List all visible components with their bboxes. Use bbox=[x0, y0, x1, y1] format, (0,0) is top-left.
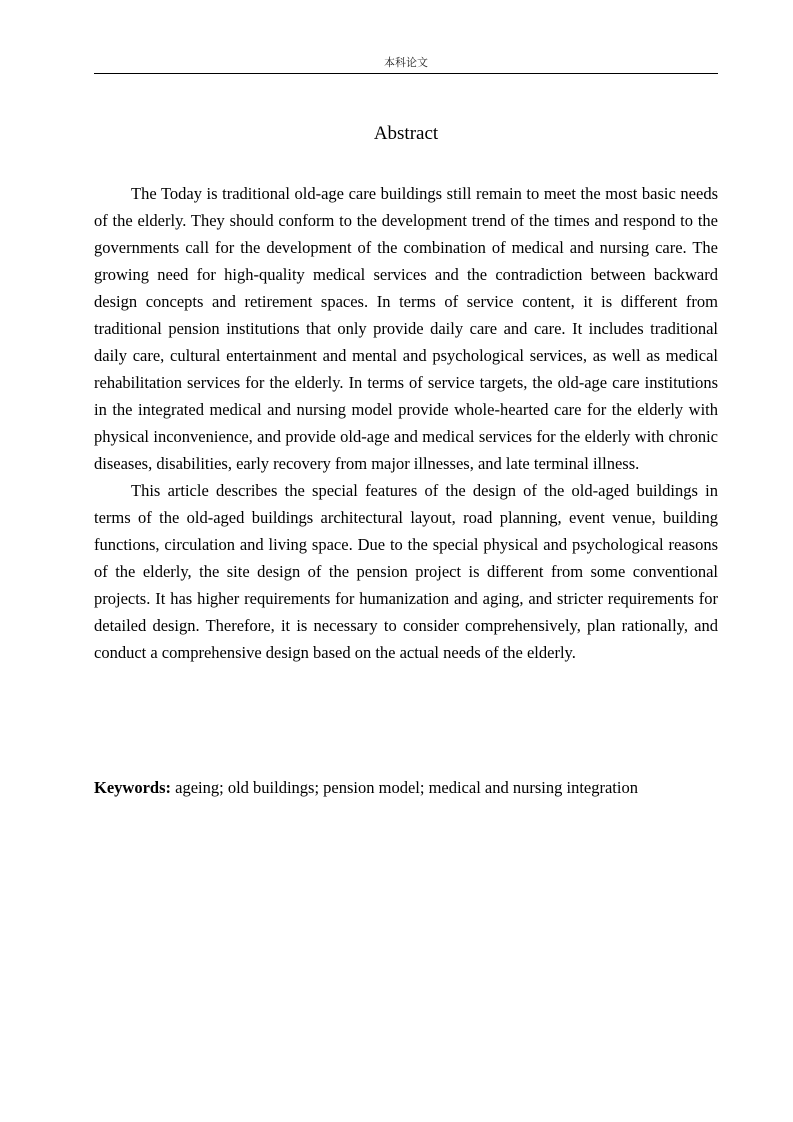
running-header: 本科论文 bbox=[384, 56, 428, 69]
abstract-paragraph-2: This article describes the special features of the design of the old-aged buildings in terms of the old-aged buildings architectural layout, road planning, event venue, building functions, circulation and living space. Due to the special physical and psychological reasons of the elderly, the site design of the pension project is different from some conventional projects. It has higher requirements for humanization and aging, and stricter requirements for detailed design. Therefore, it is necessary to consider comprehensively, plan rationally, and conduct a comprehensive design based on the actual needs of the elderly. bbox=[94, 481, 718, 662]
header-rule bbox=[94, 73, 718, 74]
keywords-label: Keywords: bbox=[94, 778, 171, 797]
keywords-line bbox=[94, 774, 734, 801]
abstract-paragraph-1: The Today is traditional old-age care buildings still remain to meet the most basic needs of the elderly. They should conform to the development trend of the times and respond to the governments call for the development of the combination of medical and nursing care. The growing need for high-quality medical services and the contradiction between backward design concepts and retirement spaces. In terms of service content, it is different from traditional pension institutions that only provide daily care and care. It includes traditional daily care, cultural entertainment and mental and psychological services, as well as medical rehabilitation services for the elderly. In terms of service targets, the old-age care institutions in the integrated medical and nursing model provide whole-hearted care for the elderly with physical inconvenience, and provide old-age and medical services for the elderly with chronic diseases, disabilities, early recovery from major illnesses, and late terminal illness. bbox=[94, 184, 718, 473]
abstract-title: Abstract bbox=[373, 123, 439, 144]
keywords-text: ageing; old buildings; pension model; medical and nursing integration bbox=[175, 778, 638, 797]
abstract-body bbox=[94, 180, 718, 666]
